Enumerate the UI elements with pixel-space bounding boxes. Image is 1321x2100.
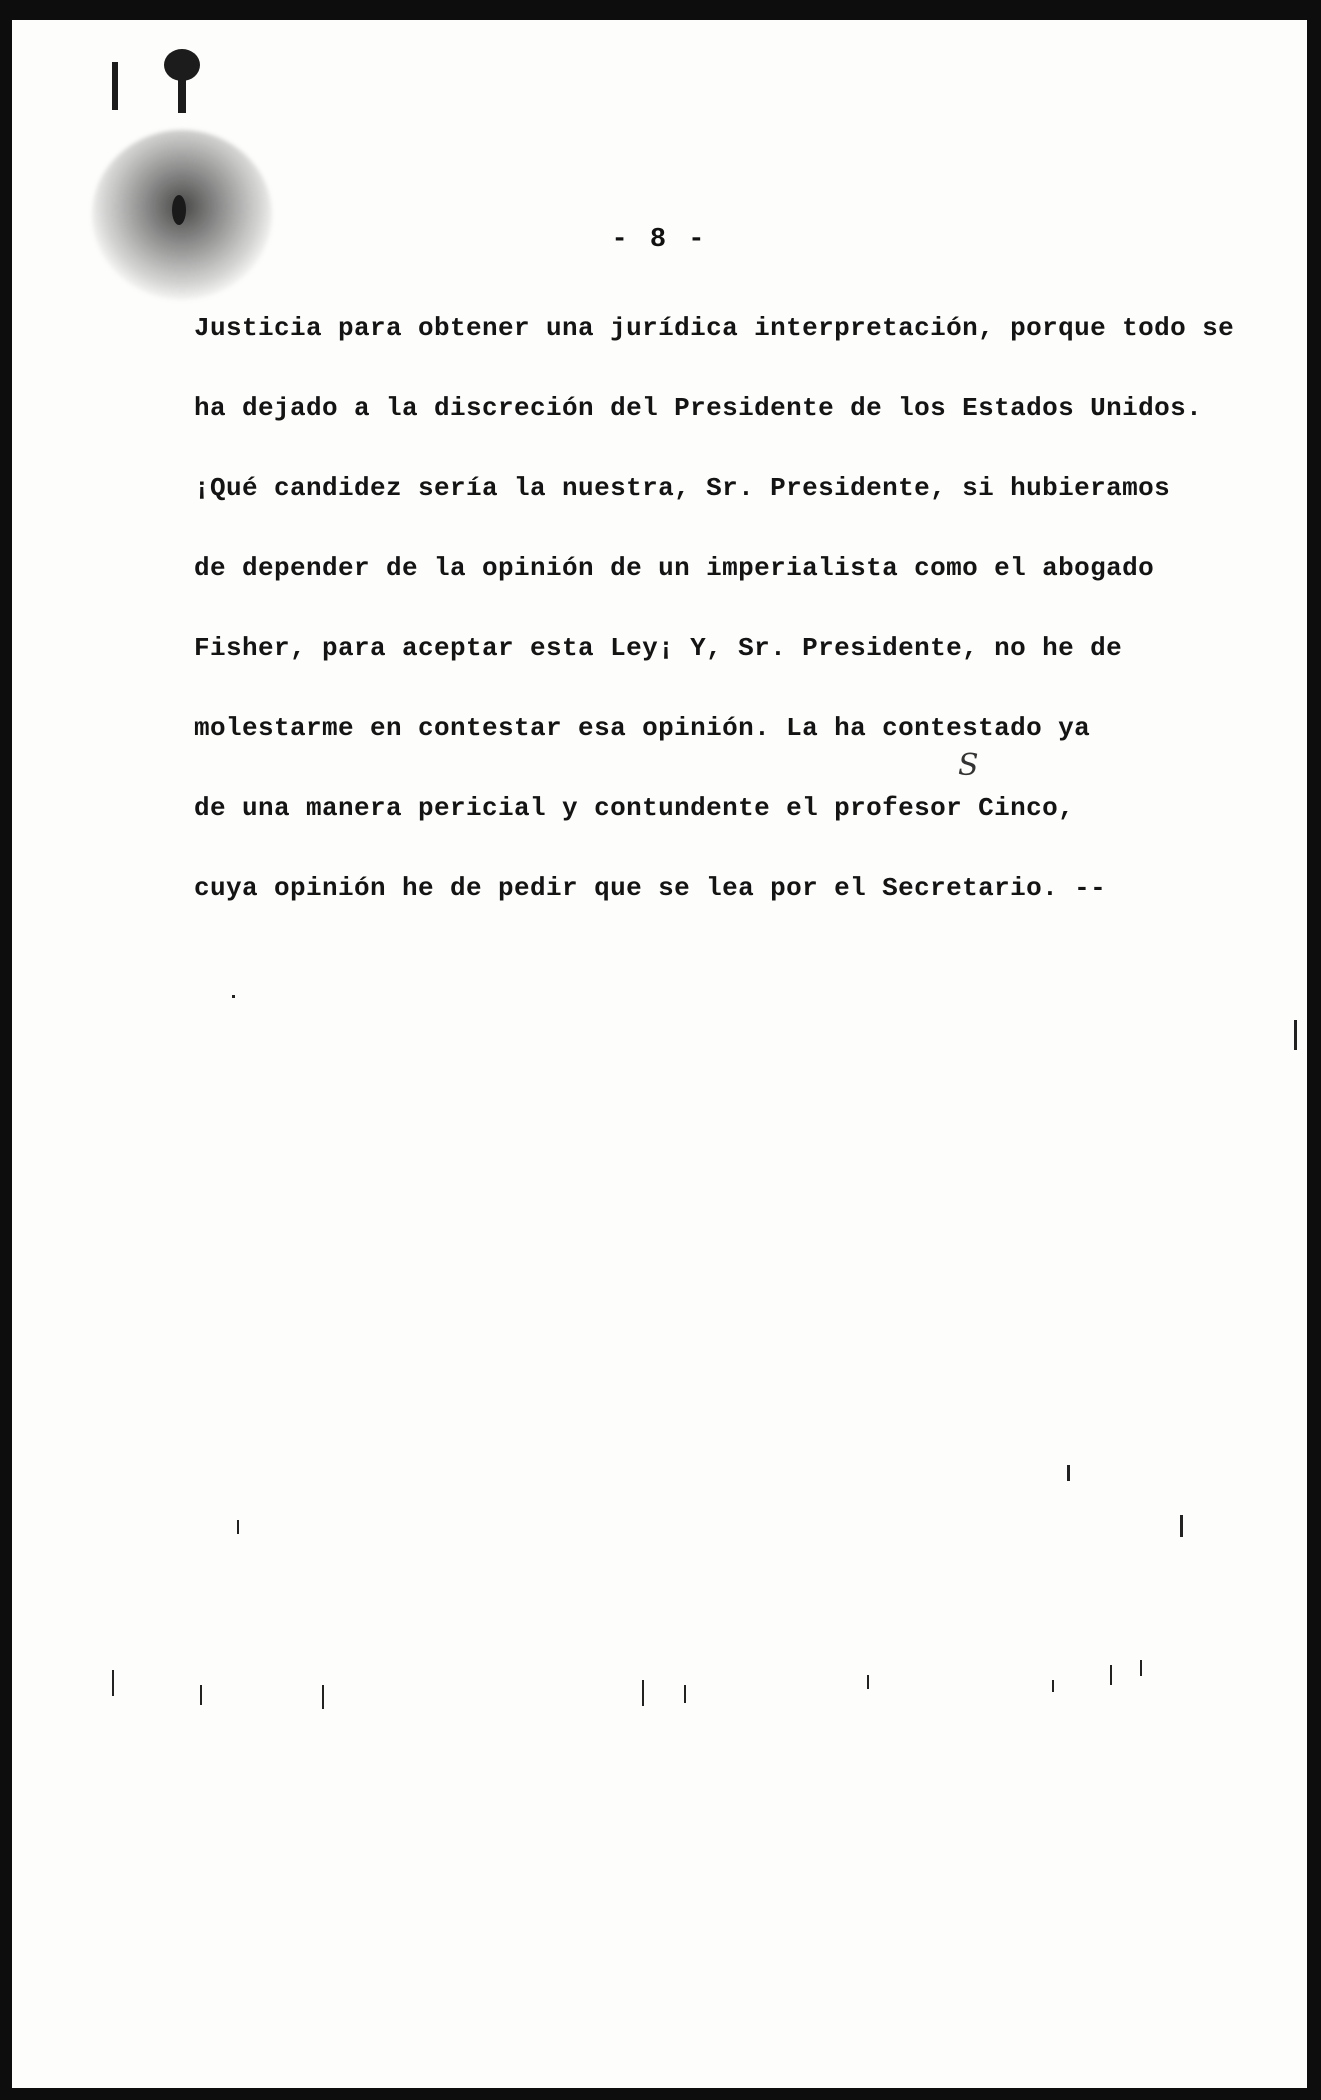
scan-speck <box>1052 1680 1054 1692</box>
text-line-4: de depender de la opinión de un imperialista como el abogado <box>194 553 1155 583</box>
ink-mark-small <box>110 62 120 112</box>
text-line-3: ¡Qué candidez sería la nuestra, Sr. Presidente, si hubieramos <box>194 473 1171 503</box>
text-line-5: Fisher, para aceptar esta Ley¡ Y, Sr. Presidente, no he de <box>194 633 1123 663</box>
scan-speck <box>322 1685 324 1709</box>
text-line-8: cuya opinión he de pedir que se lea por el Secretario. -- <box>194 873 1107 903</box>
scan-speck <box>642 1680 644 1706</box>
ink-mark <box>157 45 207 115</box>
text-line-1: Justicia para obtener una jurídica interpretación, porque todo se <box>194 313 1235 343</box>
page-number: - 8 - <box>611 225 708 255</box>
body-text <box>194 288 1274 928</box>
scan-speck <box>1067 1465 1070 1481</box>
scan-speck <box>1140 1660 1142 1676</box>
scan-speck <box>867 1675 869 1689</box>
scan-speck <box>232 995 235 998</box>
text-line-6: molestarme en contestar esa opinión. La ha contestado ya <box>194 713 1091 743</box>
ink-blot-core <box>172 195 186 225</box>
scan-speck <box>1110 1665 1112 1685</box>
scan-speck <box>237 1520 239 1534</box>
text-line-7: de una manera pericial y contundente el profesor Cinco, <box>194 793 1075 823</box>
document-page <box>12 20 1307 2088</box>
scan-speck <box>1180 1515 1183 1537</box>
handwritten-correction: S <box>958 748 979 783</box>
scan-speck <box>200 1685 202 1705</box>
scan-speck <box>1294 1020 1297 1050</box>
text-line-2: ha dejado a la discreción del Presidente de los Estados Unidos. <box>194 393 1203 423</box>
scan-speck <box>684 1685 686 1703</box>
scan-speck <box>112 1670 114 1696</box>
